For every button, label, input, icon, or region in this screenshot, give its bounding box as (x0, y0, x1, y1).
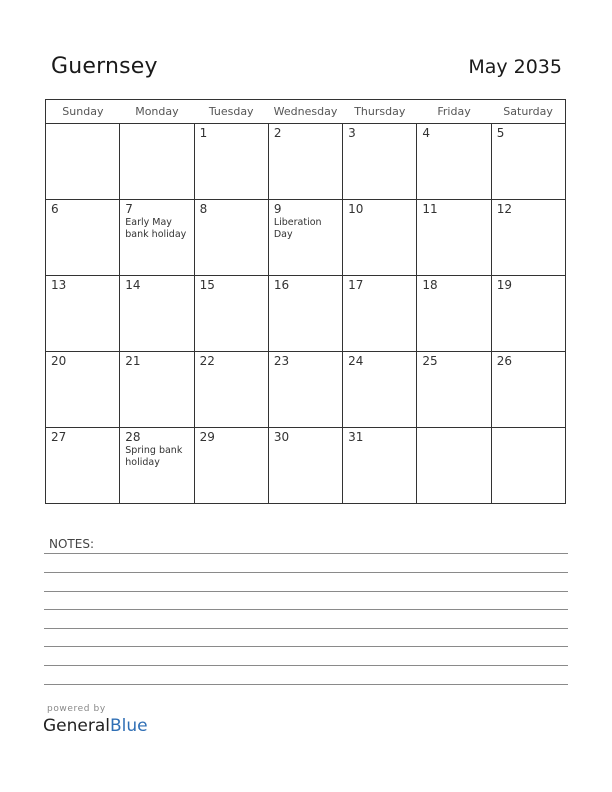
day-cell (120, 428, 194, 504)
day-number: 23 (273, 354, 290, 368)
day-number: 12 (496, 202, 512, 216)
week-row (46, 428, 566, 504)
day-cell (343, 428, 417, 504)
week-row (46, 200, 566, 276)
day-number: 24 (348, 354, 364, 368)
calendar-title: Guernsey (51, 54, 158, 79)
day-number: 17 (348, 278, 364, 292)
day-cell (417, 276, 491, 352)
day-number: 21 (125, 354, 141, 368)
week-row (46, 276, 566, 352)
day-cell (46, 200, 120, 276)
day-number: 13 (51, 278, 67, 292)
brand-blue: Blue (110, 716, 148, 736)
calendar-month: May 2035 (468, 56, 562, 78)
day-number: 30 (273, 430, 290, 444)
day-cell (343, 124, 417, 200)
notes-line (44, 665, 568, 666)
day-number: 8 (199, 202, 208, 216)
powered-by-text: powered by (47, 704, 106, 714)
notes-line (44, 684, 568, 685)
day-number: 11 (422, 202, 438, 216)
day-cell (268, 200, 342, 276)
day-number: 26 (496, 354, 512, 368)
day-cell (491, 124, 565, 200)
brand-general: General (43, 716, 110, 736)
day-cell (343, 276, 417, 352)
day-cell (194, 276, 268, 352)
day-cell (268, 428, 342, 504)
day-cell (417, 124, 491, 200)
day-number: 28 (125, 430, 141, 444)
day-cell (491, 352, 565, 428)
day-cell (491, 276, 565, 352)
day-number: 20 (51, 354, 67, 368)
day-number: 4 (422, 126, 431, 140)
day-number: 31 (348, 430, 364, 444)
day-cell (194, 200, 268, 276)
day-cell (194, 352, 268, 428)
day-cell (46, 124, 120, 200)
day-number: 25 (422, 354, 438, 368)
day-cell (343, 352, 417, 428)
day-cell (268, 352, 342, 428)
weekday-header: Sunday (46, 100, 120, 124)
day-number: 29 (199, 430, 215, 444)
weekday-header: Monday (120, 100, 194, 124)
week-row (46, 352, 566, 428)
weekday-header-row (46, 100, 566, 124)
notes-line (44, 609, 568, 610)
day-number: 14 (125, 278, 141, 292)
day-cell (120, 276, 194, 352)
day-cell (491, 200, 565, 276)
notes-line (44, 591, 568, 592)
day-cell (46, 352, 120, 428)
notes-line (44, 572, 568, 573)
weekday-header: Tuesday (194, 100, 268, 124)
day-number: 16 (273, 278, 290, 292)
day-number: 1 (199, 126, 208, 140)
holiday-label: Spring bank holiday (125, 445, 183, 468)
day-cell (120, 352, 194, 428)
day-number: 6 (51, 202, 59, 216)
day-number: 2 (273, 126, 282, 140)
day-number: 22 (199, 354, 215, 368)
day-cell (46, 428, 120, 504)
weekday-header: Wednesday (268, 100, 342, 124)
day-number: 19 (496, 278, 512, 292)
notes-label: NOTES: (49, 537, 94, 551)
day-cell (268, 276, 342, 352)
day-number: 7 (125, 202, 133, 216)
day-cell (120, 124, 194, 200)
day-number: 27 (51, 430, 67, 444)
day-cell (417, 428, 491, 504)
notes-line (44, 553, 568, 554)
day-number: 18 (422, 278, 438, 292)
day-number: 15 (199, 278, 215, 292)
holiday-label: Liberation Day (273, 217, 322, 240)
weekday-header: Friday (417, 100, 491, 124)
day-cell (491, 428, 565, 504)
day-cell (417, 200, 491, 276)
day-number: 10 (348, 202, 364, 216)
day-number: 9 (273, 202, 282, 216)
holiday-label: Early May bank holiday (125, 217, 187, 240)
day-cell (194, 124, 268, 200)
week-row (46, 124, 566, 200)
day-cell (46, 276, 120, 352)
day-cell (194, 428, 268, 504)
day-cell (343, 200, 417, 276)
generalblue-logo (43, 716, 148, 736)
day-cell (417, 352, 491, 428)
notes-line (44, 628, 568, 629)
day-cell (268, 124, 342, 200)
weekday-header: Thursday (343, 100, 417, 124)
weekday-header: Saturday (491, 100, 565, 124)
day-number: 3 (348, 126, 356, 140)
calendar-grid (45, 99, 566, 504)
notes-line (44, 646, 568, 647)
day-cell (120, 200, 194, 276)
day-number: 5 (496, 126, 505, 140)
